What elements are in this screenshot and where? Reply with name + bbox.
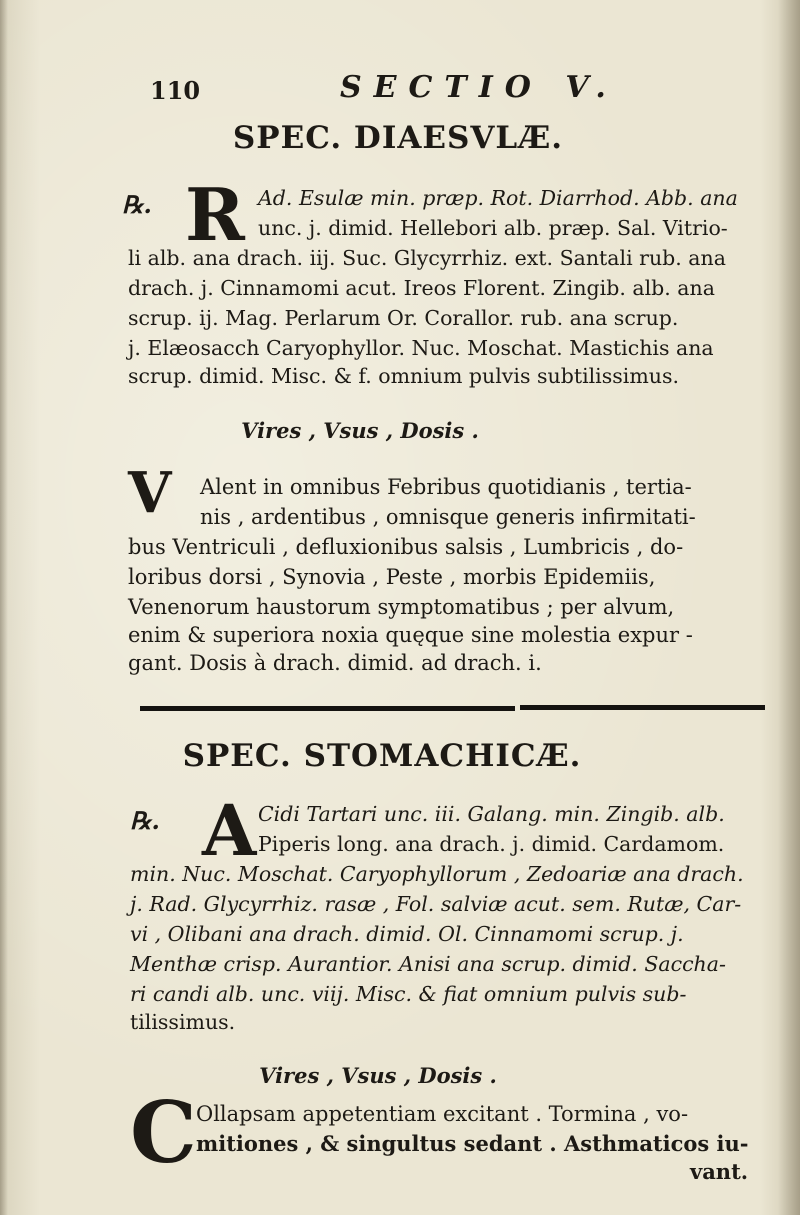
recipe-line: Cidi Tartari unc. iii. Galang. min. Zingib. alb. [258, 802, 725, 826]
recipe-line: scrup. dimid. Misc. & f. omnium pulvis subtilissimus. [128, 364, 680, 388]
page-gutter-shadow [0, 0, 8, 1215]
recipe-line: j. Rad. Glycyrrhiz. rasæ , Fol. salviæ acut. sem. Rutæ, Car- [130, 892, 742, 916]
body-line: gant. Dosis à drach. dimid. ad drach. i. [128, 651, 542, 675]
subheading-vires: Vires , Vsus , Dosis . [259, 1063, 497, 1088]
divider-rule-left [140, 706, 515, 711]
recipe-line: scrup. ij. Mag. Perlarum Or. Corallor. rub. ana scrup. [128, 306, 679, 330]
recipe-line: vi , Olibani ana drach. dimid. Ol. Cinnamomi scrup. j. [130, 922, 684, 946]
drop-cap-a: A [202, 789, 257, 872]
subheading-vires: Vires , Vsus , Dosis . [241, 418, 479, 443]
recipe-line: drach. j. Cinnamomi acut. Ireos Florent. Zingib. alb. ana [128, 276, 715, 300]
body-line: Alent in omnibus Febribus quotidianis , tertia- [200, 475, 692, 499]
body-line: enim & superiora noxia quęque sine molestia expur - [128, 623, 693, 647]
recipe-line: j. Elæosacch Caryophyllor. Nuc. Moschat. Mastichis ana [128, 336, 714, 360]
section-title-stomachicae: SPEC. STOMACHICÆ. [182, 738, 582, 774]
recipe-symbol: ℞. [122, 190, 152, 219]
drop-cap-c: C [130, 1083, 197, 1182]
running-head: SECTIO V. [340, 70, 618, 105]
body-line: nis , ardentibus , omnisque generis infirmitati- [200, 505, 696, 529]
divider-rule-right [520, 705, 765, 710]
body-line: mitiones , & singultus sedant . Asthmaticos iu- [196, 1131, 749, 1156]
recipe-line: unc. j. dimid. Hellebori alb. præp. Sal. Vitrio- [258, 216, 728, 240]
drop-cap-v: V [128, 460, 172, 526]
recipe-line: Ad. Esulæ min. præp. Rot. Diarrhod. Abb. ana [258, 186, 738, 210]
drop-cap-r: R [185, 172, 245, 257]
section-title-diaesulae: SPEC. DIAESVLÆ. [232, 120, 564, 156]
recipe-line: Menthæ crisp. Aurantior. Anisi ana scrup. dimid. Saccha- [130, 952, 726, 976]
page-number: 110 [150, 76, 201, 105]
recipe-line: li alb. ana drach. iij. Suc. Glycyrrhiz. ext. Santali rub. ana [128, 246, 726, 270]
recipe-line: tilissimus. [130, 1010, 236, 1034]
body-line: Ollapsam appetentiam excitant . Tormina , vo- [196, 1102, 689, 1126]
body-line: Venenorum haustorum symptomatibus ; per alvum, [128, 595, 675, 619]
recipe-line: ri candi alb. unc. viij. Misc. & fiat omnium pulvis sub- [130, 982, 687, 1006]
recipe-symbol: ℞. [130, 806, 160, 835]
body-line: loribus dorsi , Synovia , Peste , morbis Epidemiis, [128, 565, 656, 589]
recipe-line: Piperis long. ana drach. j. dimid. Cardamom. [258, 832, 725, 856]
body-line: bus Ventriculi , defluxionibus salsis , Lumbricis , do- [128, 535, 684, 559]
catchword: vant. [690, 1159, 749, 1184]
page-edge-shadow [778, 0, 800, 1215]
recipe-line: min. Nuc. Moschat. Caryophyllorum , Zedoariæ ana drach. [130, 862, 744, 886]
